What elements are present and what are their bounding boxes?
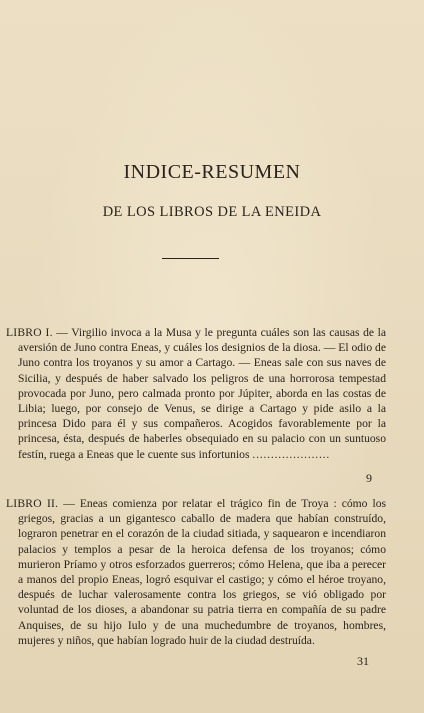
entry-summary: — Eneas comienza por relatar el trágico fin de Troya : cómo los griegos, gracias a un gigantesco caballo de madera que habían construído, lograron penetrar en el corazón de la ciudad sitiada, y saquearon e incendiaron palacios y templos a pesar de la heroica defensa de los troyanos; cómo murieron Príamo y otros esforzados guerreros; cómo Helena, que iba a perecer a manos del propio Eneas, logró esquivar el castigo; y cómo el héroe troyano, después de luchar valerosamente contra los griegos, se vió obligado por voluntad de los dioses, a abandonar su patria tierra en compañía de su padre Anquises, de su hijo Iulo y de una muchedumbre de troyanos, hombres, mujeres y niños, que habían logrado huir de la ciudad destruída. — [18, 497, 387, 647]
entry-page-number: 9 — [366, 471, 372, 485]
page-title: INDICE-RESUMEN — [123, 161, 301, 183]
entry-label: LIBRO I. — [6, 326, 53, 339]
page-subtitle: DE LOS LIBROS DE LA ENEIDA — [102, 204, 322, 220]
title-divider — [162, 258, 219, 259]
index-entry-libro-1 — [6, 325, 386, 462]
dot-leaders: ..................... — [252, 447, 331, 461]
entry-summary: — Virgilio invoca a la Musa y le pregunta cuáles son las causas de la aversión de Juno contra Eneas, y cuáles los designios de la diosa. — El odio de Juno contra los troyanos y su amor a Cartago. — Eneas sale con sus naves de Sicilia, y después de haber salvado los peligros de una horrorosa tempestad provocada por Juno, pero calmada pronto por Júpiter, aborda en las costas de Libia; luego, por consejo de Venus, se dirige a Cartago y pide asilo a la princesa Dido para él y sus compañeros. Acogidos favorablemente por la princesa, ésta, después de haberles obsequiado en su palacio con un suntuoso festín, ruega a Eneas que le cuente sus infortunios — [18, 326, 386, 461]
entry-label: LIBRO II. — [6, 497, 59, 510]
index-entry-libro-2 — [6, 496, 386, 648]
entry-page-number: 31 — [357, 654, 369, 668]
